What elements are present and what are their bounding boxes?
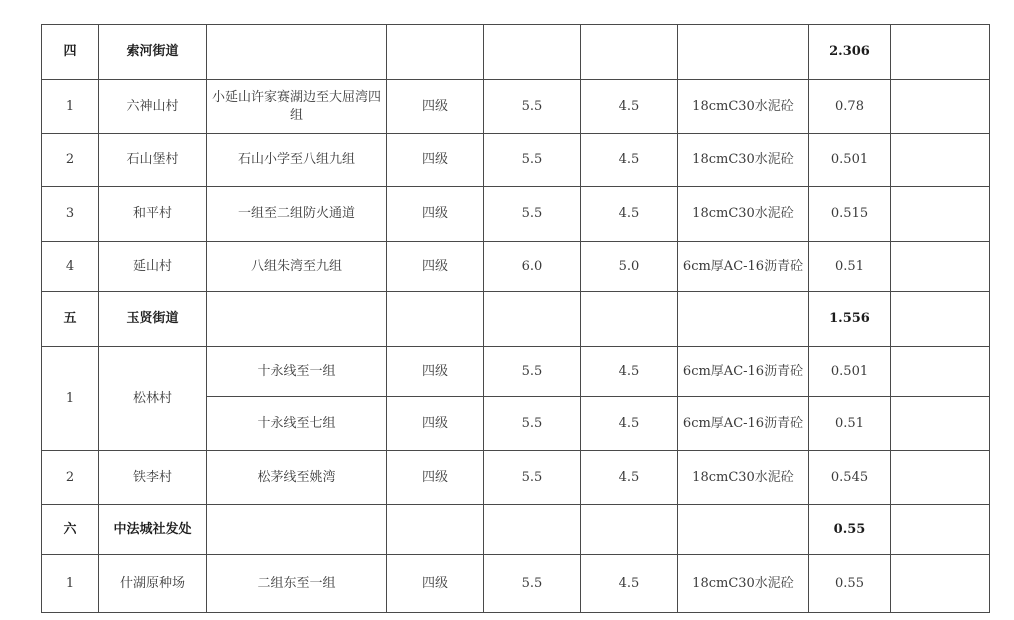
route-name: 小延山许家赛湖边至大屈湾四组 <box>207 80 387 134</box>
section-row <box>42 292 990 347</box>
route-name: 一组至二组防火通道 <box>207 187 387 242</box>
row-number: 2 <box>42 451 99 505</box>
pavement-width: 4.5 <box>581 397 678 451</box>
remarks-cell <box>891 451 990 505</box>
pavement-structure: 18cmC30水泥砼 <box>678 555 809 613</box>
village-name: 六神山村 <box>99 80 207 134</box>
empty-cell <box>484 292 581 347</box>
remarks-cell <box>891 397 990 451</box>
road-grade: 四级 <box>387 187 484 242</box>
pavement-structure: 18cmC30水泥砼 <box>678 80 809 134</box>
remarks-cell <box>891 292 990 347</box>
section-name: 索河街道 <box>99 25 207 80</box>
empty-cell <box>581 505 678 555</box>
remarks-cell <box>891 505 990 555</box>
roadbed-width: 5.5 <box>484 451 581 505</box>
section-number: 五 <box>42 292 99 347</box>
route-name: 八组朱湾至九组 <box>207 242 387 292</box>
pavement-width: 5.0 <box>581 242 678 292</box>
section-name: 玉贤街道 <box>99 292 207 347</box>
empty-cell <box>387 292 484 347</box>
pavement-width: 4.5 <box>581 187 678 242</box>
table-row <box>42 134 990 187</box>
pavement-structure: 18cmC30水泥砼 <box>678 134 809 187</box>
remarks-cell <box>891 134 990 187</box>
road-grade: 四级 <box>387 451 484 505</box>
roadbed-width: 5.5 <box>484 134 581 187</box>
road-grade: 四级 <box>387 80 484 134</box>
village-name: 铁李村 <box>99 451 207 505</box>
road-grade: 四级 <box>387 134 484 187</box>
length-km: 0.501 <box>809 347 891 397</box>
village-name: 什湖原种场 <box>99 555 207 613</box>
road-grade: 四级 <box>387 555 484 613</box>
remarks-cell <box>891 242 990 292</box>
length-km: 0.55 <box>809 555 891 613</box>
section-total: 0.55 <box>809 505 891 555</box>
remarks-cell <box>891 80 990 134</box>
road-project-table <box>41 24 990 613</box>
length-km: 0.51 <box>809 397 891 451</box>
table-row <box>42 187 990 242</box>
length-km: 0.78 <box>809 80 891 134</box>
remarks-cell <box>891 187 990 242</box>
village-name: 松林村 <box>99 347 207 451</box>
row-number: 2 <box>42 134 99 187</box>
road-grade: 四级 <box>387 397 484 451</box>
roadbed-width: 5.5 <box>484 347 581 397</box>
pavement-structure: 18cmC30水泥砼 <box>678 187 809 242</box>
remarks-cell <box>891 25 990 80</box>
table-row <box>42 242 990 292</box>
remarks-cell <box>891 555 990 613</box>
table-row <box>42 451 990 505</box>
empty-cell <box>678 292 809 347</box>
section-number: 六 <box>42 505 99 555</box>
length-km: 0.501 <box>809 134 891 187</box>
row-number: 3 <box>42 187 99 242</box>
section-total: 1.556 <box>809 292 891 347</box>
remarks-cell <box>891 347 990 397</box>
pavement-width: 4.5 <box>581 555 678 613</box>
empty-cell <box>678 505 809 555</box>
route-name: 十永线至一组 <box>207 347 387 397</box>
empty-cell <box>207 25 387 80</box>
length-km: 0.545 <box>809 451 891 505</box>
row-number: 4 <box>42 242 99 292</box>
road-grade: 四级 <box>387 242 484 292</box>
roadbed-width: 5.5 <box>484 187 581 242</box>
section-row <box>42 505 990 555</box>
empty-cell <box>207 292 387 347</box>
route-name: 石山小学至八组九组 <box>207 134 387 187</box>
road-grade: 四级 <box>387 347 484 397</box>
route-name: 十永线至七组 <box>207 397 387 451</box>
pavement-width: 4.5 <box>581 134 678 187</box>
roadbed-width: 6.0 <box>484 242 581 292</box>
section-total: 2.306 <box>809 25 891 80</box>
table-row <box>42 555 990 613</box>
roadbed-width: 5.5 <box>484 555 581 613</box>
row-number: 1 <box>42 555 99 613</box>
roadbed-width: 5.5 <box>484 80 581 134</box>
row-number: 1 <box>42 347 99 451</box>
empty-cell <box>581 292 678 347</box>
length-km: 0.515 <box>809 187 891 242</box>
table-row <box>42 80 990 134</box>
empty-cell <box>581 25 678 80</box>
row-number: 1 <box>42 80 99 134</box>
empty-cell <box>387 505 484 555</box>
pavement-structure: 6cm厚AC-16沥青砼 <box>678 242 809 292</box>
empty-cell <box>678 25 809 80</box>
roadbed-width: 5.5 <box>484 397 581 451</box>
village-name: 延山村 <box>99 242 207 292</box>
pavement-width: 4.5 <box>581 451 678 505</box>
empty-cell <box>387 25 484 80</box>
pavement-width: 4.5 <box>581 80 678 134</box>
village-name: 和平村 <box>99 187 207 242</box>
pavement-structure: 6cm厚AC-16沥青砼 <box>678 397 809 451</box>
table-row <box>42 347 990 397</box>
empty-cell <box>484 505 581 555</box>
empty-cell <box>484 25 581 80</box>
section-number: 四 <box>42 25 99 80</box>
empty-cell <box>207 505 387 555</box>
route-name: 二组东至一组 <box>207 555 387 613</box>
pavement-structure: 6cm厚AC-16沥青砼 <box>678 347 809 397</box>
route-name: 松茅线至姚湾 <box>207 451 387 505</box>
pavement-structure: 18cmC30水泥砼 <box>678 451 809 505</box>
length-km: 0.51 <box>809 242 891 292</box>
village-name: 石山堡村 <box>99 134 207 187</box>
section-row <box>42 25 990 80</box>
section-name: 中法城社发处 <box>99 505 207 555</box>
pavement-width: 4.5 <box>581 347 678 397</box>
